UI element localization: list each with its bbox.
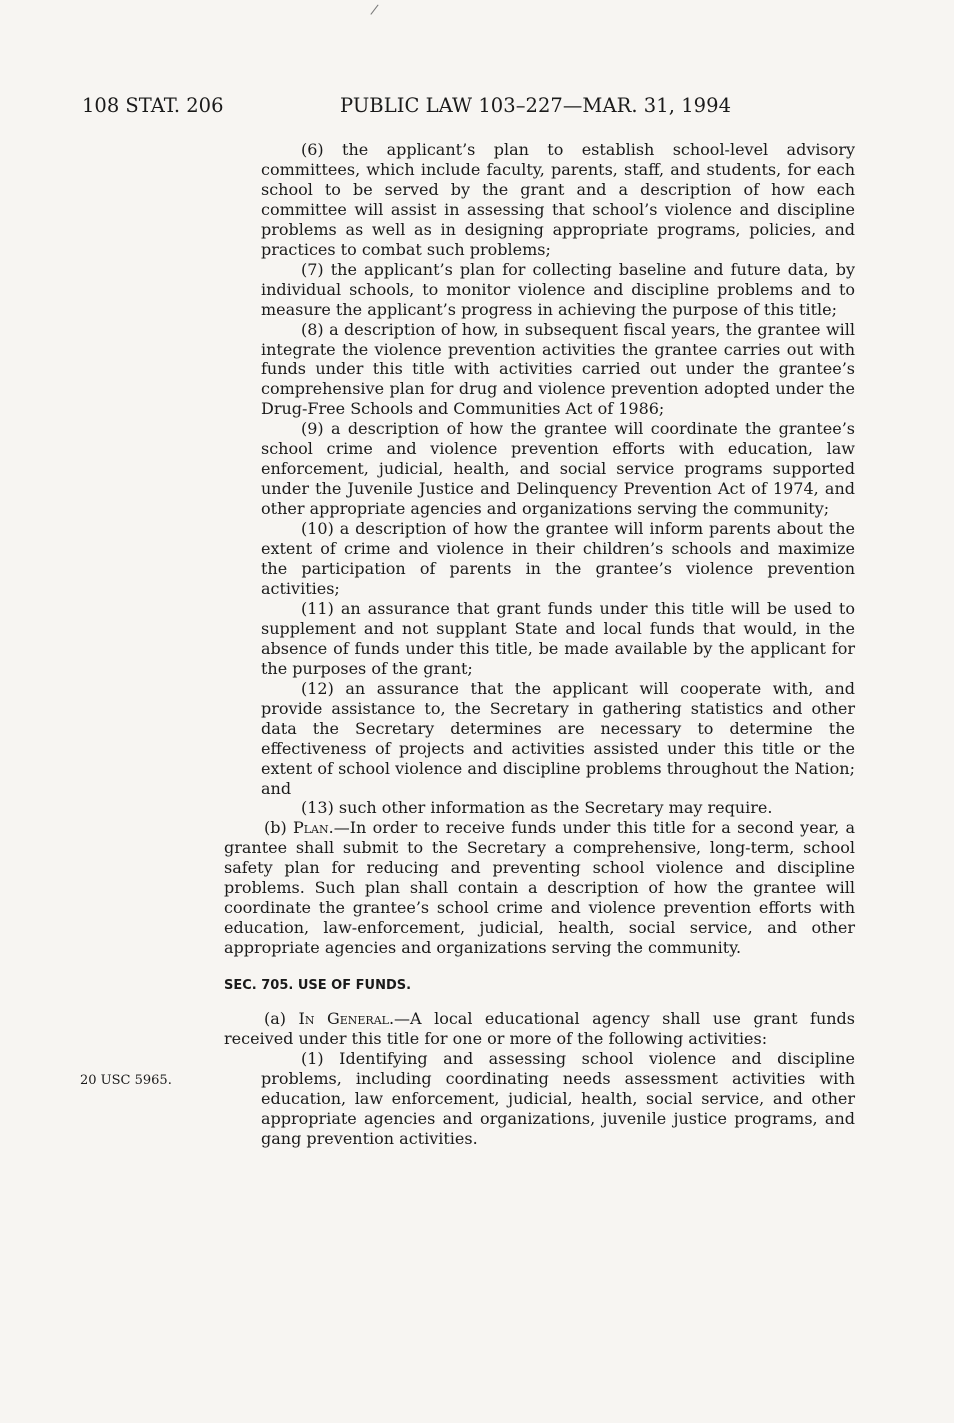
subsection-a-heading: In General [298,1009,389,1029]
paragraph-6: (6) the applicant’s plan to establish school-level advisory committees, which include faculty, parents, staff, and students, for each school to be served by the grant and a description of how each committee will assist in assessing that school’s violence and discipline problems as well as in designing appropriate programs, policies, and practices to combat such problems; [261,140,855,259]
section-spacer [261,958,855,976]
subsection-b-plan [224,818,855,958]
subsection-a-text: .—A local educational agency shall use grant funds received under this title for one or more of the following activities: [224,1009,856,1049]
section-spacer [261,995,855,1009]
paragraph-10: (10) a description of how the grantee will inform parents about the extent of crime and violence in their children’s schools and maximize the participation of parents in the grantee’s violence prevention activities; [261,519,855,598]
body-text [224,140,856,1149]
subsection-a-prefix: (a) [264,1009,299,1029]
subsection-b-heading: Plan [292,818,329,838]
paragraph-8: (8) a description of how, in subsequent fiscal years, the grantee will integrate the violence prevention activities the grantee carries out with funds under this title with activities carried out under the grantee’s comprehensive plan for drug and violence prevention adopted under the Drug-Free Schools and Communities Act of 1986; [261,319,855,419]
usc-margin-note: 20 USC 5965. [80,1073,172,1088]
paragraph-13: (13) such other information as the Secretary may require. [301,798,773,818]
subsection-a-general [224,1009,855,1049]
paragraph-7: (7) the applicant’s plan for collecting baseline and future data, by individual schools, to monitor violence and discipline problems and to measure the applicant’s progress in achieving the purpose of this title; [261,259,855,319]
subsection-b-text: .—In order to receive funds under this title for a second year, a grantee shall submit to the Secretary a comprehensive, long-term, school safety plan for reducing and preventing school violence and discipline problems. Such plan shall contain a description of how the grantee will coordinate the grantee’s school crime and violence prevention efforts with education, law-enforcement, judicial, health, social service, and other appropriate agencies and organizations serving the community. [224,818,855,958]
stray-mark: / [369,1,380,19]
page-title: PUBLIC LAW 103–227—MAR. 31, 1994 [340,94,732,117]
running-head [82,93,872,119]
paragraph-11: (11) an assurance that grant funds under this title will be used to supplement and not supplant State and local funds that would, in the absence of funds under this title, be made available by the applicant for the purposes of the grant; [261,598,855,678]
stat-reference: 108 STAT. 206 [82,94,224,117]
subsection-b-prefix: (b) [264,818,293,838]
section-heading: SEC. 705. USE OF FUNDS. [224,978,412,994]
paragraph-9: (9) a description of how the grantee will coordinate the grantee’s school crime and violence prevention efforts with education, law enforcement, judicial, health, and social service programs supported under the Juvenile Justice and Delinquency Prevention Act of 1974, and other appropriate agencies and organizations serving the community; [261,419,855,519]
use-paragraph-1: (1) Identifying and assessing school violence and discipline problems, including coordinating needs assessment activities with education, law enforcement, judicial, health, social service, and other appropriate agencies and organizations, juvenile justice programs, and gang prevention activities. [261,1048,855,1148]
paragraph-12: (12) an assurance that the applicant will cooperate with, and provide assistance to, the Secretary in gathering statistics and other data the Secretary determines are necessary to determine the effectiveness of projects and activities assisted under this title or the extent of school violence and discipline problems throughout the Nation; and [261,678,855,798]
